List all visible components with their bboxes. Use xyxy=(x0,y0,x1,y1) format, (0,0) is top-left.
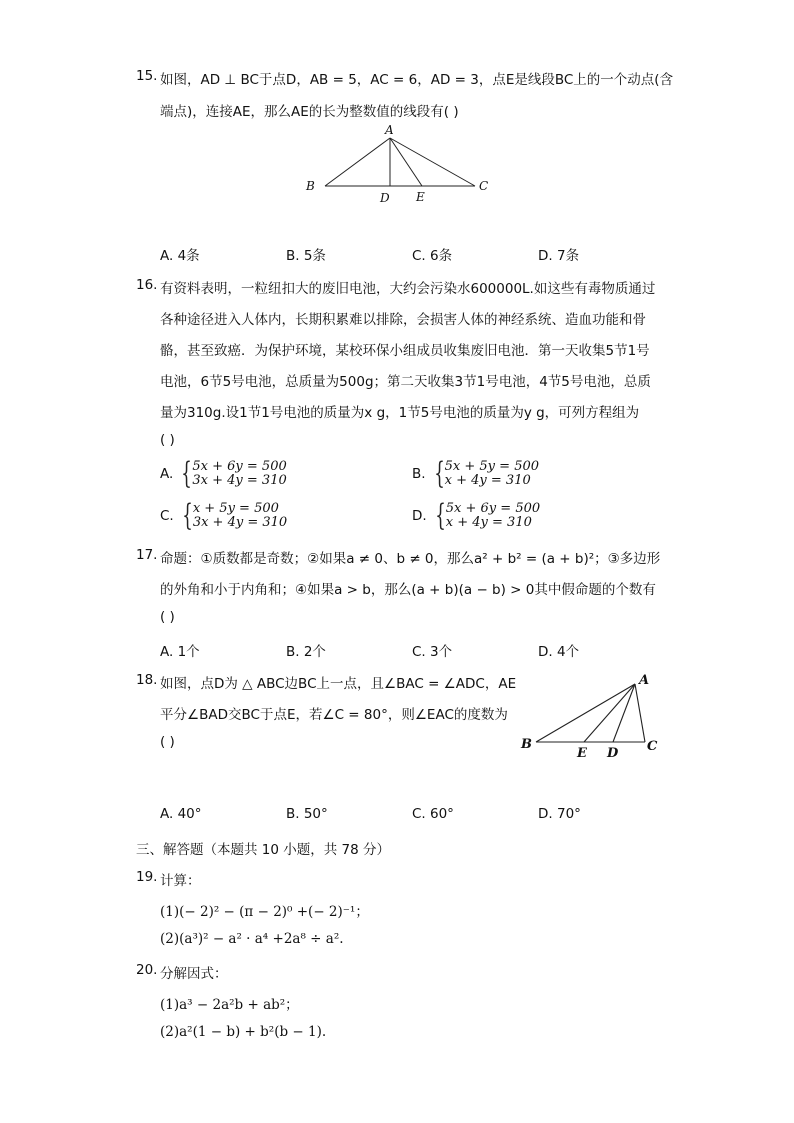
q18-segment-ae xyxy=(584,684,635,742)
q18-segment-ac xyxy=(635,684,645,742)
q16-option-d-brace: { xyxy=(434,498,446,533)
q18-label-b: B xyxy=(521,737,532,752)
q15-segment-ab xyxy=(325,138,390,186)
q16-option-c[interactable] xyxy=(160,498,288,533)
q16-option-b-eq2: x + 4y = 310 xyxy=(444,473,531,488)
q18-option-b[interactable]: B. 50° xyxy=(286,806,328,822)
q15-text-line2: 端点)，连接AE，那么AE的长为整数值的线段有( ) xyxy=(160,104,459,120)
q16-text-line4: 电池，6节5号电池，总质量为500g；第二天收集3节1号电池，4节5号电池，总质 xyxy=(160,374,651,390)
q17-text-line1: 命题：①质数都是奇数；②如果a ≠ 0、b ≠ 0，那么a² + b² = (a + b)²；③多边形 xyxy=(160,551,661,567)
q16-text-line2: 各种途径进入人体内，长期积累难以排除，会损害人体的神经系统、造血功能和骨 xyxy=(160,312,646,328)
q18-text-line2: 平分∠BAD交BC于点E，若∠C = 80°，则∠EAC的度数为 xyxy=(160,707,508,723)
q16-option-a-eq1: 5x + 6y = 500 xyxy=(192,459,287,474)
q19-part2: (2)(a³)² − a² · a⁴ +2a⁸ ÷ a². xyxy=(160,931,344,947)
q15-label-e: E xyxy=(416,190,425,204)
q18-number: 18. xyxy=(136,672,158,688)
q17-text-line3: ( ) xyxy=(160,609,175,625)
q15-label-b: B xyxy=(306,179,315,193)
q15-number: 15. xyxy=(136,68,158,84)
q17-option-c[interactable]: C. 3个 xyxy=(412,644,453,660)
q18-label-a: A xyxy=(639,673,650,688)
q19-part1: (1)(− 2)² − (π − 2)⁰ +(− 2)⁻¹； xyxy=(160,904,369,920)
q16-option-c-brace: { xyxy=(182,498,193,533)
q16-option-c-eq2: 3x + 4y = 310 xyxy=(192,515,288,530)
q16-option-a-brace: { xyxy=(181,456,193,491)
section3-title: 三、解答题（本题共 10 小题，共 78 分） xyxy=(136,842,391,858)
q16-text-line3: 骼，甚至致癌．为保护环境，某校环保小组成员收集废旧电池．第一天收集5节1号 xyxy=(160,343,650,359)
q18-triangle-figure xyxy=(515,668,665,768)
q16-option-b[interactable] xyxy=(412,456,540,491)
q17-option-b[interactable]: B. 2个 xyxy=(286,644,326,660)
q17-text-line2: 的外角和小于内角和；④如果a > b，那么(a + b)(a − b) > 0其中假命题的个数有 xyxy=(160,582,656,598)
q17-option-a[interactable]: A. 1个 xyxy=(160,644,200,660)
q15-text-line1: 如图，AD ⊥ BC于点D，AB = 5，AC = 6，AD = 3，点E是线段BC上的一个动点(含 xyxy=(160,72,674,88)
q16-option-c-label: C. xyxy=(160,508,174,524)
q16-option-d-label: D. xyxy=(412,508,427,524)
q18-segment-ab xyxy=(536,684,635,742)
q15-option-d[interactable]: D. 7条 xyxy=(538,248,580,264)
q20-part1: (1)a³ − 2a²b + ab²； xyxy=(160,997,299,1013)
q15-option-b[interactable]: B. 5条 xyxy=(286,248,326,264)
q16-number: 16. xyxy=(136,277,158,293)
q20-part2: (2)a²(1 − b) + b²(b − 1). xyxy=(160,1024,327,1040)
q19-title: 计算： xyxy=(160,873,201,889)
q18-option-d[interactable]: D. 70° xyxy=(538,806,581,822)
q18-segment-ad xyxy=(613,684,635,742)
q16-option-a-eq2: 3x + 4y = 310 xyxy=(192,473,287,488)
q16-text-line5: 量为310g.设1节1号电池的质量为x g，1节5号电池的质量为y g，可列方程组为 xyxy=(160,405,640,421)
q20-title: 分解因式： xyxy=(160,966,228,982)
q16-option-b-label: B. xyxy=(412,466,426,482)
q16-option-a[interactable] xyxy=(160,456,287,491)
q15-label-c: C xyxy=(479,179,489,193)
q18-label-c: C xyxy=(647,739,658,754)
q15-option-c[interactable]: C. 6条 xyxy=(412,248,453,264)
q15-option-a[interactable]: A. 4条 xyxy=(160,248,200,264)
q18-text-line3: ( ) xyxy=(160,734,175,750)
q15-label-d: D xyxy=(380,191,390,205)
q16-option-d[interactable] xyxy=(412,498,541,533)
q15-triangle-figure xyxy=(300,120,500,210)
q16-text-line6: ( ) xyxy=(160,432,175,448)
q16-text-line1: 有资料表明，一粒纽扣大的废旧电池，大约会污染水600000L.如这些有毒物质通过 xyxy=(160,281,656,297)
q16-option-b-eq1: 5x + 5y = 500 xyxy=(444,459,540,474)
q15-segment-ae xyxy=(390,138,422,186)
q15-segment-ac xyxy=(390,138,475,186)
q19-number: 19. xyxy=(136,869,158,885)
q18-label-e: E xyxy=(577,746,587,761)
q16-option-b-brace: { xyxy=(433,456,445,491)
q16-option-a-label: A. xyxy=(160,466,174,482)
q20-number: 20. xyxy=(136,962,158,978)
q18-option-c[interactable]: C. 60° xyxy=(412,806,454,822)
q18-text-line1: 如图，点D为 △ ABC边BC上一点，且∠BAC = ∠ADC，AE xyxy=(160,676,517,692)
q17-option-d[interactable]: D. 4个 xyxy=(538,644,580,660)
q18-option-a[interactable]: A. 40° xyxy=(160,806,202,822)
q15-label-a: A xyxy=(385,123,394,137)
q16-option-d-eq2: x + 4y = 310 xyxy=(445,515,532,530)
q17-number: 17. xyxy=(136,547,158,563)
q16-option-d-eq1: 5x + 6y = 500 xyxy=(445,501,541,516)
q18-label-d: D xyxy=(607,746,619,761)
q16-option-c-eq1: x + 5y = 500 xyxy=(192,501,279,516)
